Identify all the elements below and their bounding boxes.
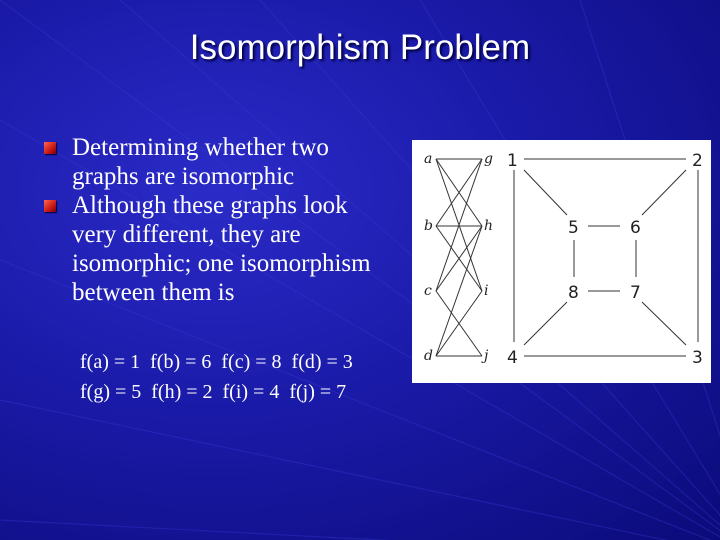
bullet-text: Although these graphs look very different, they are isomorphic; one isomorphism between them is	[72, 192, 371, 306]
vertex-label-h: h	[484, 218, 494, 234]
vertex-label-d: d	[424, 348, 433, 364]
vertex-label-7: 7	[630, 283, 641, 303]
vertex-label-1: 1	[507, 151, 518, 171]
vertex-label-g: g	[484, 151, 493, 167]
right-graph-edges	[514, 159, 698, 356]
vertex-label-i: i	[484, 283, 489, 299]
vertex-label-a: a	[424, 151, 433, 167]
graph-diagram	[412, 140, 711, 383]
vertex-label-j: j	[484, 348, 489, 364]
slide-title: Isomorphism Problem	[189, 28, 531, 67]
vertex-label-c: c	[424, 283, 432, 299]
vertex-label-4: 4	[507, 348, 518, 368]
square-bullet-icon	[44, 200, 56, 212]
vertex-label-b: b	[424, 218, 433, 234]
square-bullet-icon	[44, 142, 56, 154]
vertex-label-6: 6	[630, 218, 641, 238]
vertex-label-3: 3	[692, 348, 703, 368]
mapping-line: f(g) = 5 f(h) = 2 f(i) = 4 f(j) = 7	[80, 381, 347, 403]
vertex-label-5: 5	[568, 218, 579, 238]
left-graph-edges	[436, 159, 482, 356]
graph-figure	[412, 140, 711, 383]
isomorphism-mapping	[80, 347, 353, 407]
mapping-line: f(a) = 1 f(b) = 6 f(c) = 8 f(d) = 3	[80, 351, 353, 373]
vertex-label-2: 2	[692, 151, 703, 171]
bullet-item	[44, 133, 394, 191]
bullet-item	[44, 191, 394, 307]
vertex-label-8: 8	[568, 283, 579, 303]
bullet-text: Determining whether two graphs are isomorphic	[72, 134, 329, 190]
bullet-list	[44, 133, 394, 307]
